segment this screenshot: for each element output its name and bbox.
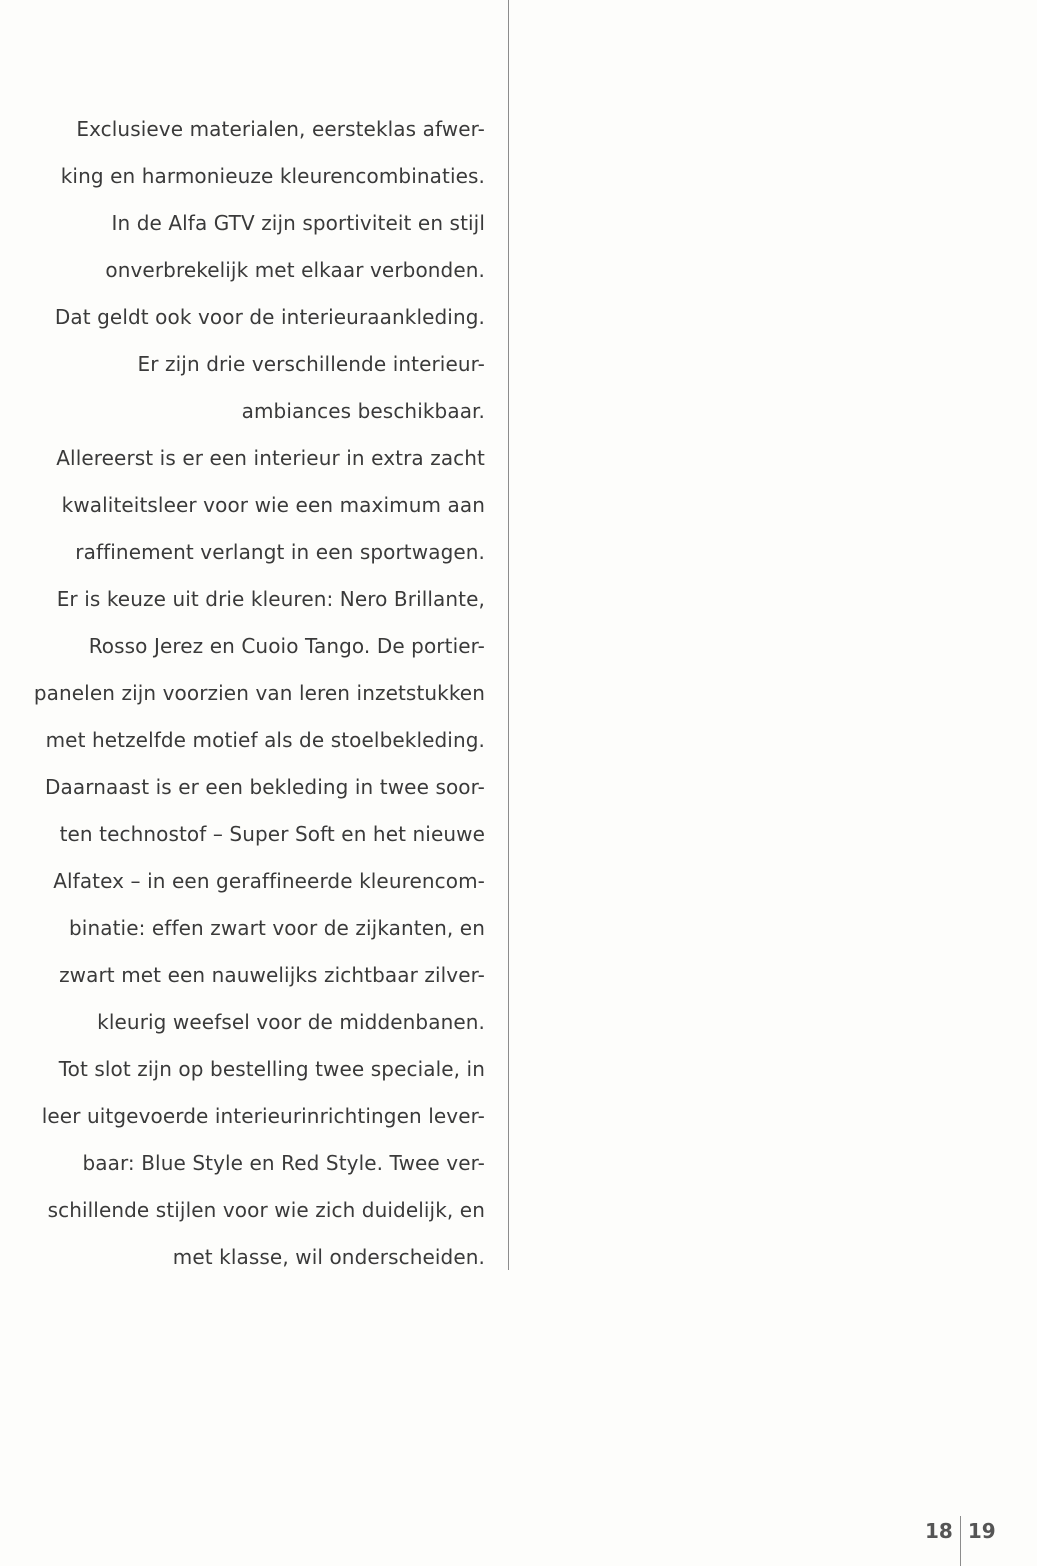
text-line: Dat geldt ook voor de interieuraankleding. xyxy=(54,305,485,329)
text-line: met hetzelfde motief als de stoelbekleding. xyxy=(45,728,485,752)
text-line: binatie: effen zwart voor de zijkanten, en xyxy=(69,916,485,940)
text-line: Allereerst is er een interieur in extra zacht xyxy=(56,446,485,470)
text-line: ambiances beschikbaar. xyxy=(241,399,485,423)
text-line: schillende stijlen voor wie zich duidelijk, en xyxy=(47,1198,485,1222)
text-line: Er is keuze uit drie kleuren: Nero Brillante, xyxy=(56,587,485,611)
text-line: zwart met een nauwelijks zichtbaar zilver- xyxy=(59,963,485,987)
body-paragraph xyxy=(20,106,485,1281)
page-number-right: 19 xyxy=(967,1519,996,1543)
text-line: panelen zijn voorzien van leren inzetstukken xyxy=(33,681,485,705)
text-line: Rosso Jerez en Cuoio Tango. De portier- xyxy=(88,634,485,658)
page-numbers xyxy=(925,1516,996,1550)
text-line: Er zijn drie verschillende interieur- xyxy=(137,352,485,376)
column-divider-rule xyxy=(508,0,509,1270)
text-line: Alfatex – in een geraffineerde kleurencom- xyxy=(53,869,485,893)
text-line: Exclusieve materialen, eersteklas afwer- xyxy=(76,117,485,141)
text-line: onverbrekelijk met elkaar verbonden. xyxy=(105,258,485,282)
text-line: kwaliteitsleer voor wie een maximum aan xyxy=(61,493,485,517)
page-number-left: 18 xyxy=(925,1519,953,1543)
text-line: kleurig weefsel voor de middenbanen. xyxy=(97,1010,485,1034)
text-line: ten technostof – Super Soft en het nieuwe xyxy=(59,822,485,846)
text-line: Daarnaast is er een bekleding in twee soor- xyxy=(45,775,485,799)
text-line: Tot slot zijn op bestelling twee speciale, in xyxy=(58,1057,485,1081)
text-line: raffinement verlangt in een sportwagen. xyxy=(75,540,485,564)
text-line: met klasse, wil onderscheiden. xyxy=(172,1245,485,1269)
page-number-divider xyxy=(960,1516,961,1566)
text-line: baar: Blue Style en Red Style. Twee ver- xyxy=(82,1151,485,1175)
text-line: In de Alfa GTV zijn sportiviteit en stijl xyxy=(111,211,485,235)
text-line: leer uitgevoerde interieurinrichtingen lever- xyxy=(41,1104,485,1128)
text-line: king en harmonieuze kleurencombinaties. xyxy=(60,164,485,188)
